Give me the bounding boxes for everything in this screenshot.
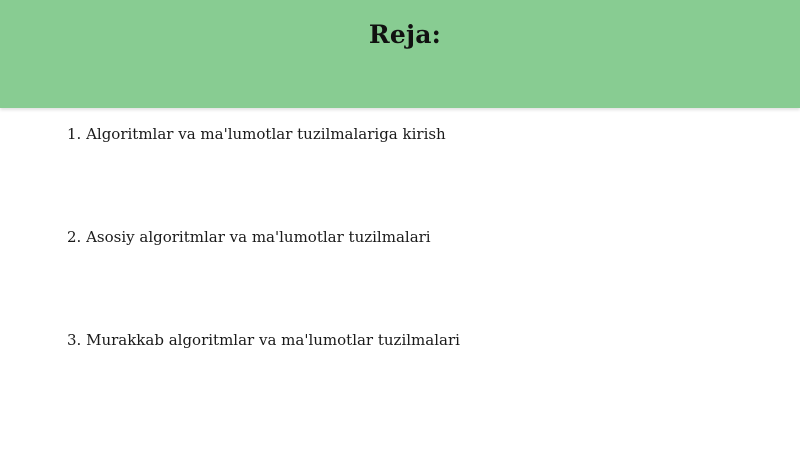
plan-item-3: 3. Murakkab algoritmlar va ma'lumotlar tuzilmalari — [67, 331, 460, 349]
plan-item-1: 1. Algoritmlar va ma'lumotlar tuzilmalariga kirish — [67, 125, 446, 143]
slide-title: Reja: — [368, 20, 442, 49]
plan-item-2: 2. Asosiy algoritmlar va ma'lumotlar tuzilmalari — [67, 228, 431, 246]
title-banner — [0, 0, 800, 108]
